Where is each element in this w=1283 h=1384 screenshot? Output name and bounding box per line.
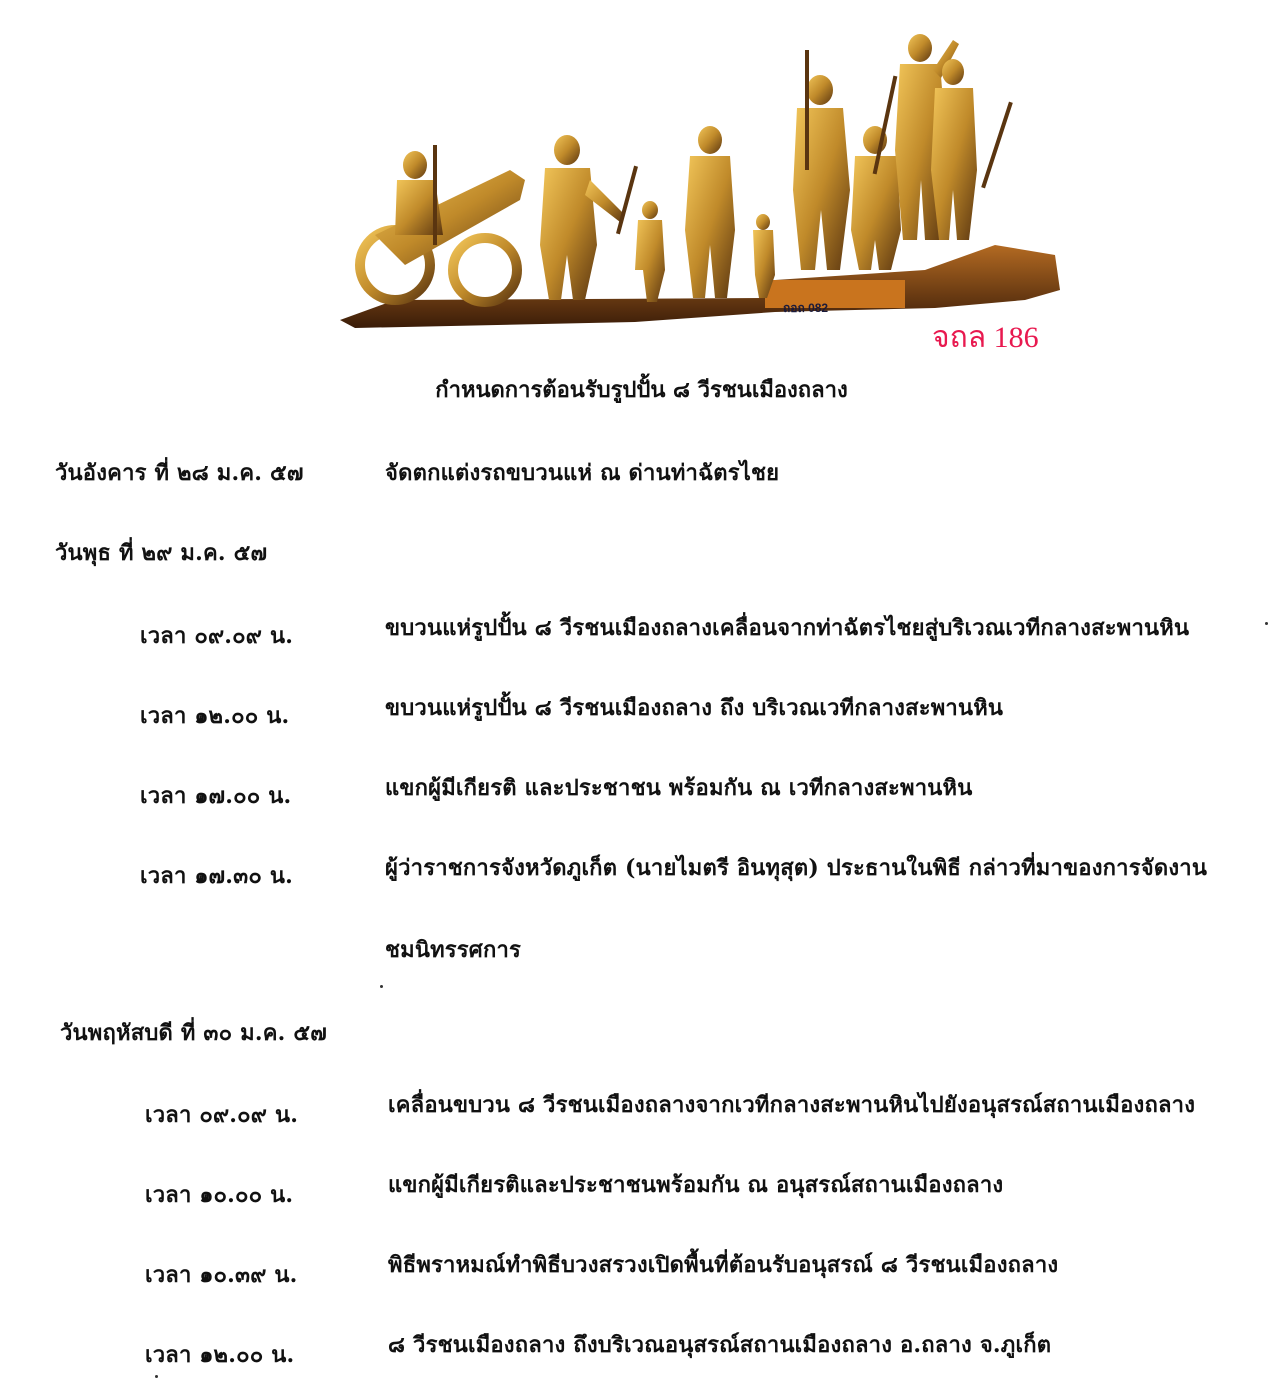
event-text: ขบวนแห่รูปปั้น ๘ วีรชนเมืองถลาง ถึง บริเวณเวทีกลางสะพานหิน	[385, 695, 1004, 721]
page-title: กำหนดการต้อนรับรูปปั้น ๘ วีรชนเมืองถลาง	[435, 377, 848, 403]
heroes-statue-image	[335, 30, 1065, 335]
statue-plaque: ถอถ 082	[783, 301, 829, 315]
event-text: แขกผู้มีเกียรติและประชาชนพร้อมกัน ณ อนุสรณ์สถานเมืองถลาง	[388, 1172, 1004, 1198]
time-label: เวลา ๑๒.๐๐ น.	[140, 703, 290, 729]
time-label: เวลา ๐๙.๐๙ น.	[140, 623, 294, 649]
time-label: เวลา ๑๐.๓๙ น.	[145, 1262, 298, 1288]
event-text-continued: ชมนิทรรศการ	[385, 937, 522, 963]
time-label: เวลา ๑๗.๐๐ น.	[140, 783, 292, 809]
time-label: เวลา ๐๙.๐๙ น.	[145, 1102, 299, 1128]
time-label: เวลา ๑๗.๓๐ น.	[140, 863, 293, 889]
day-label: วันพฤหัสบดี ที่ ๓๐ ม.ค. ๕๗	[60, 1020, 327, 1046]
scan-speck	[1265, 622, 1268, 625]
time-label: เวลา ๑๒.๐๐ น.	[145, 1342, 295, 1368]
event-text: แขกผู้มีเกียรติ และประชาชน พร้อมกัน ณ เวทีกลางสะพานหิน	[385, 775, 973, 801]
day-label: วันพุธ ที่ ๒๙ ม.ค. ๕๗	[55, 540, 268, 566]
event-text: พิธีพราหมณ์ทำพิธีบวงสรวงเปิดพื้นที่ต้อนรับอนุสรณ์ ๘ วีรชนเมืองถลาง	[388, 1252, 1059, 1278]
day-label: วันอังคาร ที่ ๒๘ ม.ค. ๕๗	[55, 460, 304, 486]
event-text: เคลื่อนขบวน ๘ วีรชนเมืองถลางจากเวทีกลางสะพานหินไปยังอนุสรณ์สถานเมืองถลาง	[388, 1092, 1196, 1118]
scan-speck	[380, 985, 383, 988]
event-text: ๘ วีรชนเมืองถลาง ถึงบริเวณอนุสรณ์สถานเมืองถลาง อ.ถลาง จ.ภูเก็ต	[388, 1332, 1052, 1358]
event-text: ขบวนแห่รูปปั้น ๘ วีรชนเมืองถลางเคลื่อนจากท่าฉัตรไชยสู่บริเวณเวทีกลางสะพานหิน	[385, 615, 1190, 641]
document-code: จถล 186	[932, 321, 1039, 354]
time-label: เวลา ๑๐.๐๐ น.	[145, 1182, 294, 1208]
event-text: ผู้ว่าราชการจังหวัดภูเก็ต (นายไมตรี อินทุสุต) ประธานในพิธี กล่าวที่มาของการจัดงาน	[385, 855, 1208, 881]
event-text: จัดตกแต่งรถขบวนแห่ ณ ด่านท่าฉัตรไชย	[385, 460, 780, 486]
scan-speck	[155, 1375, 158, 1378]
